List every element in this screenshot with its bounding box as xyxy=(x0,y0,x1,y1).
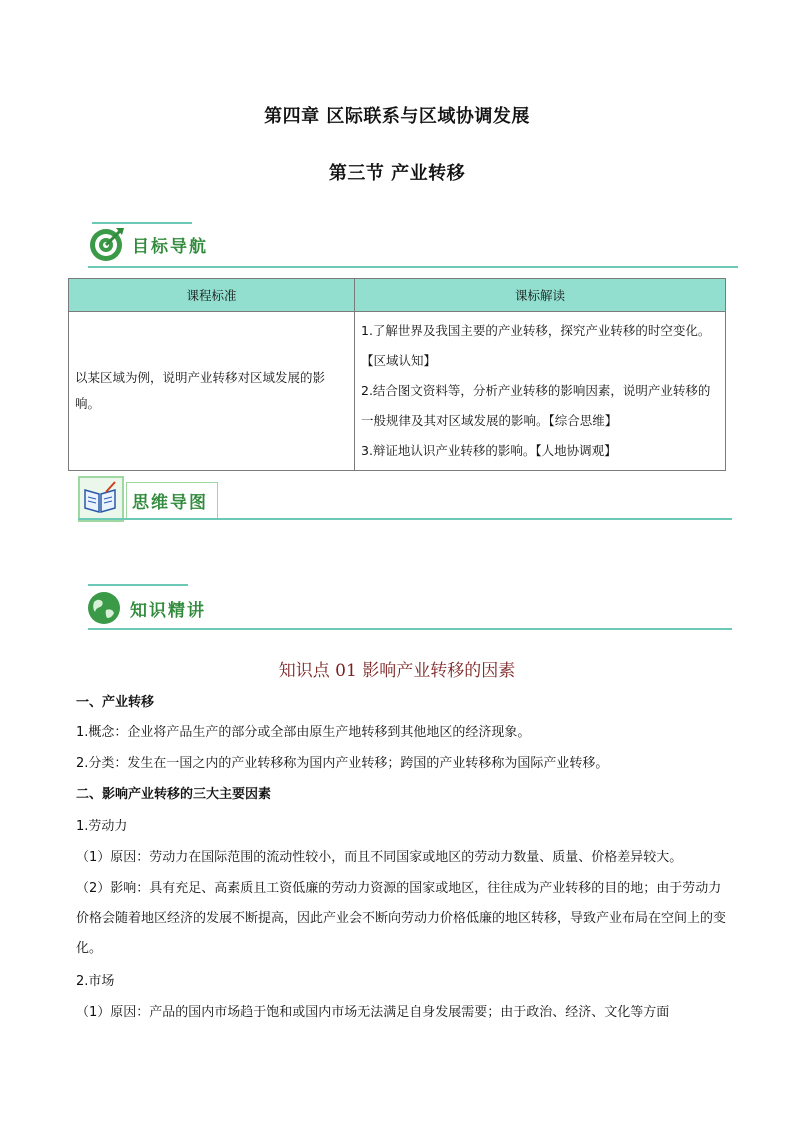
knowledge-banner xyxy=(48,584,732,630)
section-heading: 二、影响产业转移的三大主要因素 xyxy=(76,787,272,802)
goal-banner xyxy=(48,222,738,268)
interpretation-item: 3.辩证地认识产业转移的影响。【人地协调观】 xyxy=(361,443,617,458)
header-standard: 课程标准 xyxy=(69,279,355,312)
interpretation-item: 2.结合图文资料等，分析产业转移的影响因素，说明产业转移的一般规律及其对区域发展的影响。【综合思维】 xyxy=(361,383,711,428)
standard-cell: 以某区域为例，说明产业转移对区域发展的影响。 xyxy=(69,312,355,471)
mindmap-banner-label: 思维导图 xyxy=(132,493,208,513)
paragraph: （2）影响：具有充足、高素质且工资低廉的劳动力资源的国家或地区，往往成为产业转移的目的地；由于劳动力价格会随着地区经济的发展不断提高，因此产业会不断向劳动力价格低廉的地区转移，导致产业布局在空间上的变化。 xyxy=(76,881,727,956)
knowledge-point-title: 知识点 01 影响产业转移的因素 xyxy=(278,661,516,681)
paragraph: 2.分类：发生在一国之内的产业转移称为国内产业转移；跨国的产业转移称为国际产业转移。 xyxy=(76,756,609,771)
target-icon xyxy=(86,224,126,264)
paragraph: 1.劳动力 xyxy=(76,819,128,834)
mindmap-banner xyxy=(48,474,732,520)
paragraph: （1）原因：产品的国内市场趋于饱和或国内市场无法满足自身发展需要；由于政治、经济、文化等方面 xyxy=(76,1005,670,1020)
paragraph: （1）原因：劳动力在国际范围的流动性较小，而且不同国家或地区的劳动力数量、质量、价格差异较大。 xyxy=(76,850,683,865)
globe-icon xyxy=(86,590,122,626)
paragraph: 1.概念：企业将产品生产的部分或全部由原生产地转移到其他地区的经济现象。 xyxy=(76,725,531,740)
header-interpretation: 课标解读 xyxy=(355,279,726,312)
chapter-title: 第四章 区际联系与区域协调发展 xyxy=(264,106,530,127)
interpretation-cell xyxy=(355,312,726,471)
book-icon xyxy=(82,480,118,516)
paragraph: 2.市场 xyxy=(76,974,115,989)
goal-banner-label: 目标导航 xyxy=(132,237,208,257)
interpretation-item: 1.了解世界及我国主要的产业转移，探究产业转移的时空变化。【区域认知】 xyxy=(361,323,711,368)
knowledge-banner-label: 知识精讲 xyxy=(130,601,206,621)
section-heading: 一、产业转移 xyxy=(76,695,155,710)
course-standards-table xyxy=(68,278,726,471)
section-title: 第三节 产业转移 xyxy=(328,163,466,184)
